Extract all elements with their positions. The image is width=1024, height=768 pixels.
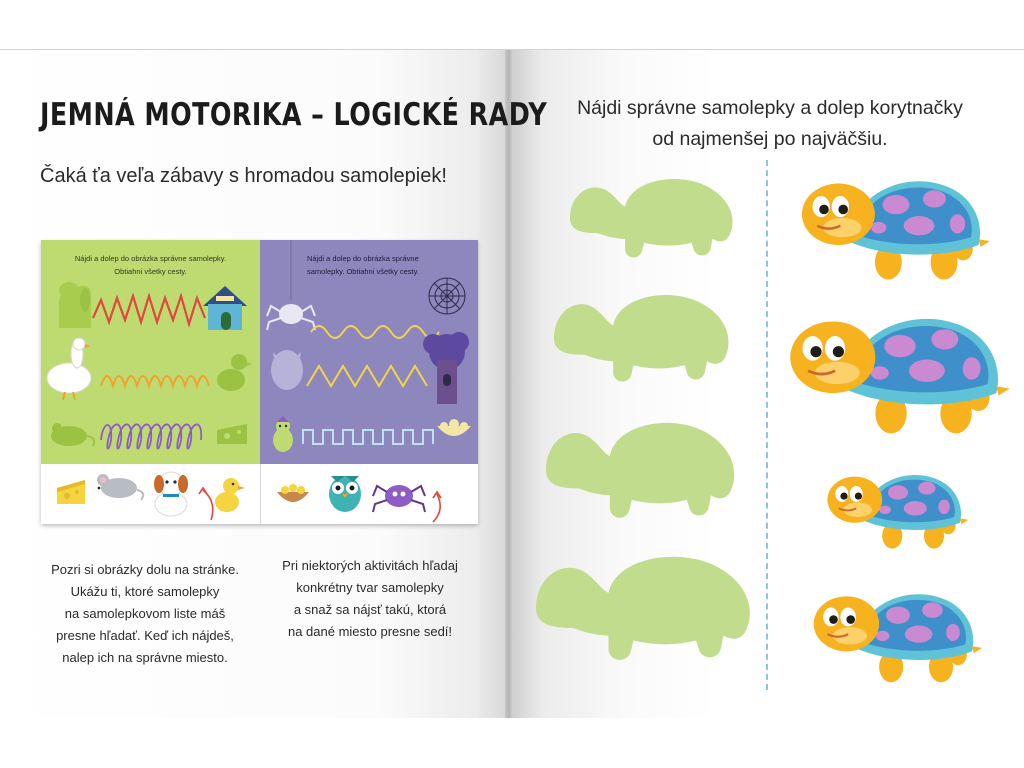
spiderweb-icon <box>429 278 465 314</box>
zigzag-path <box>93 296 205 324</box>
preview-green-line-1: Nájdi a dolep do obrázka správne samolepky. <box>74 254 227 263</box>
bottom-margin <box>0 718 1024 768</box>
zigzag-path-2 <box>307 366 427 386</box>
right-instruction-line-2: od najmenšej po najväčšiu. <box>652 128 888 150</box>
preview-illustrations <box>41 240 478 524</box>
caption-left-line-2: Ukážu ti, ktoré samolepky <box>70 584 220 599</box>
turtle-silhouette-icon <box>570 179 733 257</box>
dog-silhouette-icon <box>59 282 91 328</box>
pointer-arrow-2 <box>433 494 440 522</box>
turtle-silhouette-icon <box>536 557 750 660</box>
caption-right <box>255 555 485 643</box>
wave-path-2 <box>311 326 439 338</box>
tree-house-icon <box>423 332 469 404</box>
right-instruction-line-1: Nájdi správne samolepky a dolep korytnačky <box>577 97 963 119</box>
owl-icon <box>329 476 361 512</box>
turtle-icon <box>802 181 990 279</box>
goose-icon <box>47 338 91 400</box>
caption-left-line-5: nalep ich na správne miesto. <box>62 650 228 665</box>
loop-path <box>101 424 201 448</box>
caption-right-line-4: na dané miesto presne sedí! <box>287 624 453 639</box>
caption-left <box>30 559 260 669</box>
duckling-icon <box>215 478 245 512</box>
caption-left-line-3: na samolepkovom liste máš <box>64 606 226 621</box>
cheese-icon <box>57 480 85 504</box>
preview-green-line-2: Obtiahni všetky cesty. <box>114 267 187 276</box>
turtle-icon <box>814 594 983 682</box>
caption-left-line-4: presne hľadať. Keď ich nájdeš, <box>56 628 234 643</box>
turtle-illustrations <box>512 50 1024 718</box>
owl-silhouette-icon <box>271 350 303 390</box>
caption-right-line-3: a snaž sa nájsť takú, ktorá <box>293 602 447 617</box>
bird-icon <box>273 416 293 452</box>
turtle-icon <box>790 319 1010 434</box>
nest-sticker-icon <box>277 484 309 502</box>
turtle-icon <box>827 475 968 549</box>
wave-path <box>101 376 209 386</box>
activity-preview <box>41 240 478 524</box>
turtle-silhouette-icon <box>554 295 729 382</box>
mouse-silhouette-icon <box>51 423 94 446</box>
mouse-icon <box>97 474 143 500</box>
caption-left-line-1: Pozri si obrázky dolu na stránke. <box>51 562 239 577</box>
page-title: JEMNÁ MOTORIKA – LOGICKÉ RADY <box>40 97 548 133</box>
caption-right-line-2: konkrétny tvar samolepky <box>296 580 444 595</box>
preview-purple-line-2: samolepky. Obtiahni všetky cesty. <box>307 267 419 276</box>
spider-icon <box>267 240 315 330</box>
page-subtitle: Čaká ťa veľa zábavy s hromadou samolepiek! <box>40 165 447 187</box>
purple-spider-icon <box>373 485 425 512</box>
pointer-arrow-1 <box>203 490 213 520</box>
caption-right-line-1: Pri niektorých aktivitách hľadaj <box>282 558 458 573</box>
duckling-silhouette-icon <box>217 354 252 391</box>
cheese-silhouette-icon <box>217 424 247 444</box>
square-wave-path <box>303 430 433 444</box>
preview-purple-line-1: Nájdi a dolep do obrázka správne <box>307 254 419 263</box>
nest-icon <box>437 419 471 436</box>
turtle-silhouette-icon <box>546 423 734 518</box>
doghouse-icon <box>203 286 247 330</box>
puppy-icon <box>154 472 188 516</box>
